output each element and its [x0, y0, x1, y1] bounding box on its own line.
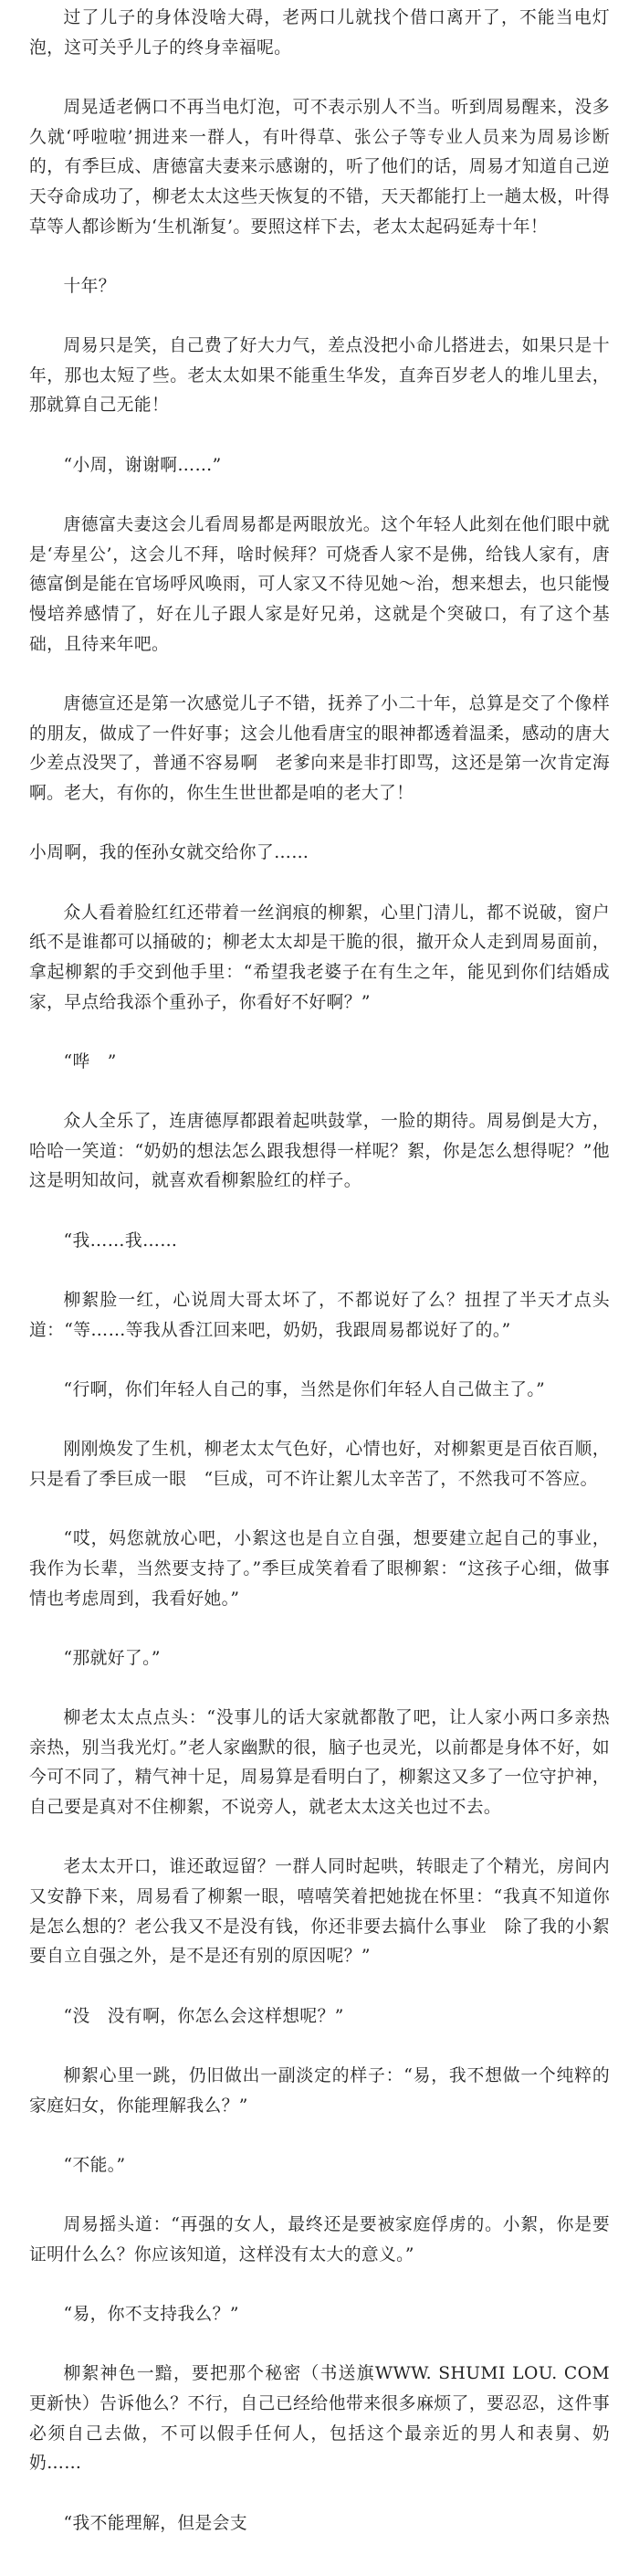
story-paragraph: “哎，妈您就放心吧，小絮这也是自立自强，想要建立起自己的事业，我作为长辈，当然要支持了。”季巨成笑着看了眼柳絮：“这孩子心细，做事情也考虑周到，我看好她。” — [29, 1529, 610, 1609]
story-paragraph: 柳老太太点点头：“没事儿的话大家就都散了吧，让人家小两口多亲热亲热，别当我光灯。”老人家幽默的很，脑子也灵光，以前都是身体不好，如今可不同了，精气神十足，周易算是看明白了，柳絮这又多了一位守护神，自己要是真对不住柳絮，不说旁人，就老太太这关也过不去。 — [29, 1708, 610, 1818]
story-paragraph: 柳絮神色一黯，要把那个秘密（书送旗WWW. SHUMI LOU. COM更新快）告诉他么？不行，自己已经给他带来很多麻烦了，要忍忍，这件事必须自己去做，不可以假手任何人，包括这个最亲近的男人和表舅、奶奶…… — [29, 2364, 610, 2474]
story-paragraph: “易，你不支持我么？” — [63, 2305, 239, 2325]
story-paragraph: “哗 ” — [63, 1051, 117, 1072]
story-paragraph: 刚刚焕发了生机，柳老太太气色好，心情也好，对柳絮更是百依百顺，只是看了季巨成一眼 “巨成，可不许让絮儿太辛苦了，不然我可不答应。 — [29, 1440, 610, 1489]
story-paragraph: 众人看着脸红红还带着一丝润痕的柳絮，心里门清儿，都不说破，窗户纸不是谁都可以捅破的；柳老太太却是干脆的很，撤开众人走到周易面前，拿起柳絮的手交到他手里：“希望我老婆子在有生之年，能见到你们结婚成家，早点给我添个重孙子，你看好不好啊？” — [29, 903, 610, 1012]
story-paragraph: “行啊，你们年轻人自己的事，当然是你们年轻人自己做主了。” — [63, 1379, 546, 1399]
story-paragraph: “我不能理解，但是会支 — [63, 2513, 247, 2533]
story-paragraph: “我……我…… — [63, 1230, 178, 1251]
story-paragraph: 十年？ — [63, 276, 116, 296]
story-paragraph: “不能。” — [63, 2155, 126, 2175]
story-paragraph: 周晃适老俩口不再当电灯泡，可不表示别人不当。听到周易醒来，没多久就‘呼啦啦’拥进来一群人，有叶得草、张公子等专业人员来为周易诊断的，有季巨成、唐德富夫妻来示感谢的，听了他们的话，周易才知道自己逆天夺命成功了，柳老太太这些天恢复的不错，天天都能打上一趟太极，叶得草等人都诊断为‘生机渐复’。要照这样下去，老太太起码延寿十年！ — [29, 97, 610, 237]
story-paragraph: “那就好了。” — [63, 1648, 161, 1668]
story-paragraph: 唐德宣还是第一次感觉儿子不错，抚养了小二十年，总算是交了个像样的朋友，做成了一件好事；这会儿他看唐宝的眼神都透着温柔，感动的唐大少差点没哭了，普通不容易啊 老爹向来是非打即骂，这还是第一次肯定海啊。老大，有你的，你生生世世都是咱的老大了！ — [29, 694, 610, 803]
chapter-text — [29, 4, 610, 2569]
story-paragraph: “没 没有啊，你怎么会这样想呢？” — [63, 2006, 344, 2026]
story-paragraph: “小周，谢谢啊……” — [63, 455, 222, 475]
story-paragraph: 众人全乐了，连唐德厚都跟着起哄鼓掌，一脸的期待。周易倒是大方，哈哈一笑道：“奶奶的想法怎么跟我想得一样呢？絮，你是怎么想得呢？”他这是明知故问，就喜欢看柳絮脸红的样子。 — [29, 1112, 610, 1191]
story-paragraph: 小周啊，我的侄孙女就交给你了…… — [29, 843, 309, 863]
story-paragraph: 柳絮心里一跳，仍旧做出一副淡定的样子：“易，我不想做一个纯粹的家庭妇女，你能理解我么？” — [29, 2065, 610, 2116]
story-paragraph: 柳絮脸一红，心说周大哥太坏了，不都说好了么？扭捏了半天才点头道：“等……等我从香江回来吧，奶奶，我跟周易都说好了的。” — [29, 1291, 610, 1340]
story-paragraph: 唐德富夫妻这会儿看周易都是两眼放光。这个年轻人此刻在他们眼中就是‘寿星公’，这会儿不拜，啥时候拜？可烧香人家不是佛，给钱人家有，唐德富倒是能在官场呼风唤雨，可人家又不待见她～治，想来想去，也只能慢慢培养感情了，好在儿子跟人家是好兄弟，这就是个突破口，有了这个基础，且待来年吧。 — [29, 515, 610, 654]
story-paragraph: 过了儿子的身体没啥大碍，老两口儿就找个借口离开了，不能当电灯泡，这可关乎儿子的终身幸福呢。 — [29, 8, 610, 58]
story-paragraph: 老太太开口，谁还敢逗留？一群人同时起哄，转眼走了个精光，房间内又安静下来，周易看了柳絮一眼，嘻嘻笑着把她拢在怀里：“我真不知道你是怎么想的？老公我又不是没有钱，你还非要去搞什么事业 除了我的小絮要自立自强之外，是不是还有别的原因呢？” — [29, 1857, 610, 1967]
story-paragraph: 周易摇头道：“再强的女人，最终还是要被家庭俘虏的。小絮，你是要证明什么么？你应该知道，这样没有太大的意义。” — [29, 2215, 610, 2265]
story-paragraph: 周易只是笑，自己费了好大力气，差点没把小命儿搭进去，如果只是十年，那也太短了些。老太太如果不能重生华发，直奔百岁老人的堆儿里去，那就算自己无能！ — [29, 336, 610, 416]
